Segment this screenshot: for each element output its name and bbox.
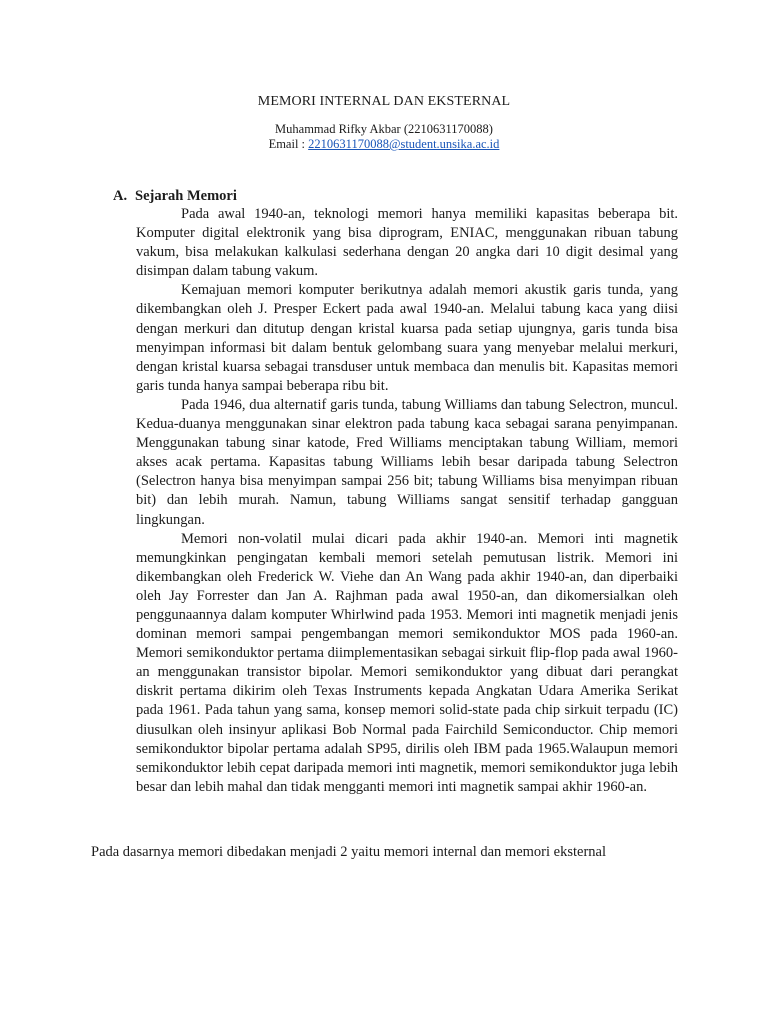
email-link[interactable]: 2210631170088@student.unsika.ac.id <box>308 137 500 151</box>
document-title: MEMORI INTERNAL DAN EKSTERNAL <box>257 94 511 109</box>
paragraph-3: Pada 1946, dua alternatif garis tunda, tabung Williams dan tabung Selectron, muncul. Kedua-duanya menggunakan sinar elektron pada tabung kaca sebagai sarana penyimpanan. Menggunakan tabung sinar katode, Fred Williams menciptakan tabung William, memori akses acak pertama. Kapasitas tabung Williams lebih besar daripada tabung Selectron (Selectron hanya bisa menyimpan sampai 256 bit; tabung Williams bisa menyimpan ribuan bit) dan lebih murah. Namun, tabung Williams sangat sensitif terhadap gangguan lingkungan. <box>136 396 678 528</box>
paragraph-4: Memori non-volatil mulai dicari pada akhir 1940-an. Memori inti magnetik memungkinkan pengingatan kembali memori setelah pemutusan listrik. Memori ini dikembangkan oleh Frederick W. Viehe dan An Wang pada akhir 1940-an, dan diperbaiki oleh Jay Forrester dan Jan A. Rajhman pada awal 1950-an, dan dikomersialkan oleh penggunaannya dalam komputer Whirlwind pada 1953. Memori inti magnetik menjadi jenis dominan memori sampai pengembangan memori semikonduktor MOS pada 1960-an. Memori semikonduktor pertama diimplementasikan sebagai sirkuit flip-flop pada awal 1960-an menggunakan transistor bipolar. Memori semikonduktor yang dibuat dari perangkat diskrit pertama dikirim oleh Texas Instruments kepada Angkatan Udara Amerika Serikat pada 1961. Pada tahun yang sama, konsep memori solid-state pada chip sirkuit terpadu (IC) diusulkan oleh insinyur aplikasi Bob Normal pada Fairchild Semiconductor. Chip memori semikonduktor bipolar pertama adalah SP95, dirilis oleh IBM pada 1965.Walaupun memori semikonduktor lebih cepat daripada memori inti magnetik, memori semikonduktor juga lebih besar dan lebih mahal dan tidak mengganti memori inti magnetik sampai akhir 1960-an. <box>136 530 678 795</box>
section-number: A. <box>113 188 128 204</box>
author-line: Muhammad Rifky Akbar (2210631170088) <box>275 122 493 136</box>
section-heading <box>113 186 237 206</box>
email-label: Email : <box>268 137 309 151</box>
section-body <box>136 205 678 797</box>
section-title: Sejarah Memori <box>135 188 237 204</box>
closing-line: Pada dasarnya memori dibedakan menjadi 2 yaitu memori internal dan memori eksternal <box>91 844 606 860</box>
paragraph-2: Kemajuan memori komputer berikutnya adalah memori akustik garis tunda, yang dikembangkan oleh J. Presper Eckert pada awal 1940-an. Melalui tabung kaca yang diisi dengan merkuri dan ditutup dengan kristal kuarsa pada setiap ujungnya, garis tunda bisa menyimpan informasi bit dalam bentuk gelombang suara yang menyebar melalui merkuri, dengan kristal kuarsa sebagai transduser untuk membaca dan menulis bit. Kapasitas memori garis tunda hanya sampai beberapa ribu bit. <box>136 282 678 394</box>
paragraph-1: Pada awal 1940-an, teknologi memori hanya memiliki kapasitas beberapa bit. Komputer digital elektronik yang bisa diprogram, ENIAC, menggunakan ribuan tabung vakum, bisa melakukan kalkulasi sederhana dengan 20 angka dari 10 digit desimal yang disimpan dalam tabung vakum. <box>136 206 678 280</box>
email-line <box>0 137 768 152</box>
